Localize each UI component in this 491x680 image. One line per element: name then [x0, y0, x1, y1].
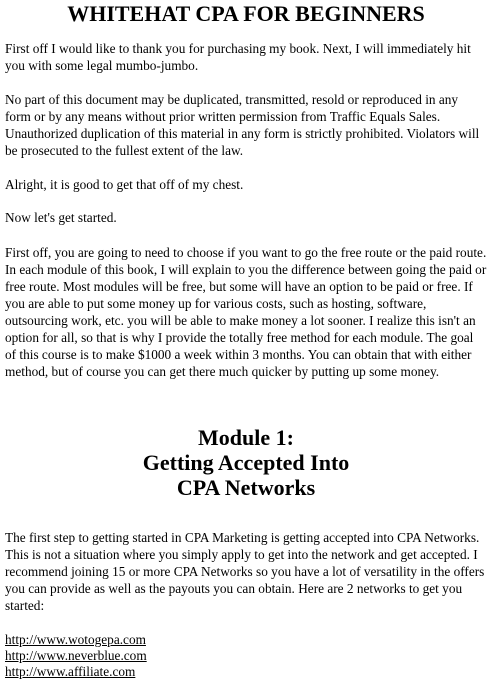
network-links-list	[5, 632, 487, 680]
paragraph-legal-notice: No part of this document may be duplicated, transmitted, resold or reproduced in any form or by any means without prior written permission from Traffic Equals Sales. Unauthorized duplication of this material in any form is strictly prohibited. Violators will be prosecuted to the fullest extent of the law.	[5, 92, 480, 158]
paragraph-free-or-paid-route: First off, you are going to need to choose if you want to go the free route or the paid route. In each module of this book, I will explain to you the difference between going the paid or free route. Most modules will be free, but some will have an option to be paid or free. If you are able to put some money up for various costs, such as hosting, software, outsourcing work, etc. you will be able to make money a lot sooner. I realize this isn't an option for all, so that is why I provide the totally free method for each module. The goal of this course is to make $1000 a week within 3 months. You can obtain that with either method, but of course you can get there much quicker by putting up some money.	[5, 245, 487, 379]
document-page	[5, 0, 487, 680]
paragraph-lets-get-started: Now let's get started.	[5, 210, 117, 225]
paragraph-alright: Alright, it is good to get that off of my chest.	[5, 177, 244, 192]
network-link-neverblue[interactable]: http://www.neverblue.com	[5, 648, 147, 663]
network-link-wotogepa[interactable]: http://www.wotogepa.com	[5, 632, 146, 647]
module-heading-line-2: Getting Accepted Into	[142, 450, 350, 475]
document-title: WHITEHAT CPA FOR BEGINNERS	[67, 1, 425, 26]
module-1-heading	[5, 425, 487, 500]
network-link-affiliate[interactable]: http://www.affiliate.com	[5, 664, 136, 679]
module-heading-line-1: Module 1:	[198, 425, 294, 450]
paragraph-thanks: First off I would like to thank you for purchasing my book. Next, I will immediately hit you with some legal mumbo-jumbo.	[5, 41, 471, 73]
module-heading-line-3: CPA Networks	[176, 475, 316, 500]
paragraph-module-1-intro: The first step to getting started in CPA Marketing is getting accepted into CPA Networks. This is not a situation where you simply apply to get into the network and get accepted. I recommend joining 15 or more CPA Networks so you have a lot of versatility in the offers you can provide as well as the payouts you can obtain. Here are 2 networks to get you started:	[5, 530, 485, 613]
